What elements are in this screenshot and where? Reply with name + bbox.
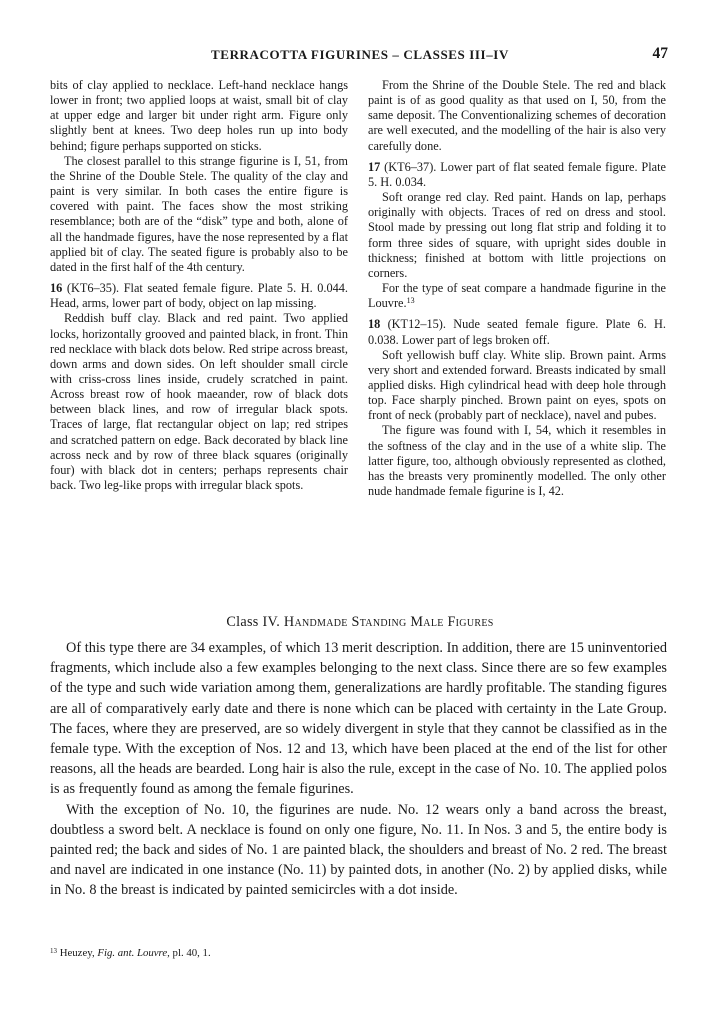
catalogue-entry-17 (368, 160, 666, 190)
section-heading-prefix: Class IV. (226, 614, 284, 630)
entry-heading: (KT6–35). Flat seated female figure. Plate 5. H. 0.044. Head, arms, lower part of body, object on lap missing. (50, 281, 348, 311)
paragraph: Reddish buff clay. Black and red paint. Two applied locks, horizontally grooved and painted black, in front. Thin red necklace with black dots below. Red stripe across breast, down arms and down sides. On left shoulder small circle with criss-cross lines inside, crudely scratched in paint. Across breast row of hook maeander, row of black dots between black lines, and row of irregular black spots. Traces of large, flat rectangular object on lap; red stripes and scratched pattern on edge. Back decorated by black line across neck and by row of three black squares (originally four) with black dot in centers; perhaps represents chair back. Two leg-like props with irregular black spots. (50, 311, 348, 493)
catalogue-entry-16 (50, 281, 348, 311)
footnote-author: Heuzey, (57, 947, 98, 959)
page-number: 47 (652, 45, 668, 62)
paragraph: Soft yellowish buff clay. White slip. Brown paint. Arms very short and extended forward. Breasts indicated by small applied disks. High cylindrical head with deep hole through top. Face sharply pinched. Brown paint on eyes, spots on front of neck (probably part of necklace), navel and pubes. (368, 347, 666, 423)
section-body (50, 638, 667, 901)
running-head (50, 46, 670, 68)
paragraph: From the Shrine of the Double Stele. The red and black paint is of as good quality as that used on I, 50, from the same deposit. The Conventionalizing schemes of decoration are well executed, and the modelling of the hair is also very carefully done. (368, 78, 666, 153)
footnote (50, 945, 670, 960)
running-title: TERRACOTTA FIGURINES – CLASSES III–IV (211, 47, 509, 62)
footnote-mark: 13 (50, 947, 57, 955)
footnote-title: Fig. ant. Louvre, (97, 947, 170, 959)
paragraph: bits of clay applied to necklace. Left-hand necklace hangs lower in front; two applied loops at waist, small bit of clay at upper edge and larger bit under right arm. Figure only slightly bent at knees. Two deep holes run up into body behind; figure perhaps supported on sticks. (50, 78, 348, 153)
section-heading (50, 614, 670, 631)
paragraph: The closest parallel to this strange figurine is I, 51, from the Shrine of the Double Stele. The quality of the clay and paint is very similar. In both cases the entire figure is covered with paint. The faces show the most striking resemblance; both are of the “disk” type and both, alone of all the handmade figures, have the nose represented by a flat applied bit of clay. The seated figure is probably also to be dated in the first half of the 4th century. (50, 153, 348, 274)
paragraph: Of this type there are 34 examples, of which 13 merit description. In addition, there are 15 uninventoried fragments, which include also a few examples belonging to the next class. Since there are so few examples of the type and such wide variation among them, generalizations are hardly profitable. The standing figures are all of comparatively early date and there is none which can be placed with certainty in the Late Group. The faces, where they are preserved, are so widely divergent in style that they cannot be classified as in the female type. With the exception of Nos. 12 and 13, which have been placed at the end of the list for other reasons, all the heads are bearded. Long hair is also the rule, except in the case of No. 10. The applied polos is as frequently found as among the female figurines. (50, 640, 667, 798)
paragraph-text: For the type of seat compare a handmade figurine in the Louvre. (368, 281, 666, 311)
paragraph: Soft orange red clay. Red paint. Hands on lap, perhaps originally with objects. Traces of red on dress and stool. Stool made by pressing out long flat strip and folding it to form three sides of square, with upright sides double in thickness; finished at bottom with little projections on corners. (368, 190, 666, 280)
entry-heading: (KT12–15). Nude seated female figure. Plate 6. H. 0.038. Lower part of legs broken off. (368, 317, 666, 347)
right-column (368, 78, 666, 499)
section-heading-title: Handmade Standing Male Figures (283, 614, 494, 630)
left-column (50, 78, 348, 493)
entry-number: 17 (368, 159, 381, 174)
paragraph (368, 281, 666, 311)
footnote-reference[interactable]: 13 (406, 296, 415, 306)
footnote-reference-detail: pl. 40, 1. (169, 947, 211, 959)
entry-heading: (KT6–37). Lower part of flat seated female figure. Plate 5. H. 0.034. (368, 159, 666, 189)
entry-number: 18 (368, 317, 381, 332)
entry-number: 16 (50, 281, 63, 296)
paragraph: With the exception of No. 10, the figurines are nude. No. 12 wears only a band across the breast, doubtless a sword belt. A necklace is found on only one figure, No. 11. In Nos. 3 and 5, the entire body is painted red; the back and sides of No. 1 are painted black, the shoulders and breast of No. 2 red. The breast and navel are indicated in one instance (No. 11) by painted dots, in another (No. 2) by applied disks, while in No. 8 the breast is indicated by painted semicircles with a dot inside. (50, 801, 667, 899)
paragraph: The figure was found with I, 54, which it resembles in the softness of the clay and in the use of a white slip. The latter figure, too, although obviously represented as clothed, has the breasts very prominently modelled. The only other nude handmade female figurine is I, 42. (368, 423, 666, 499)
catalogue-entry-18 (368, 317, 666, 347)
